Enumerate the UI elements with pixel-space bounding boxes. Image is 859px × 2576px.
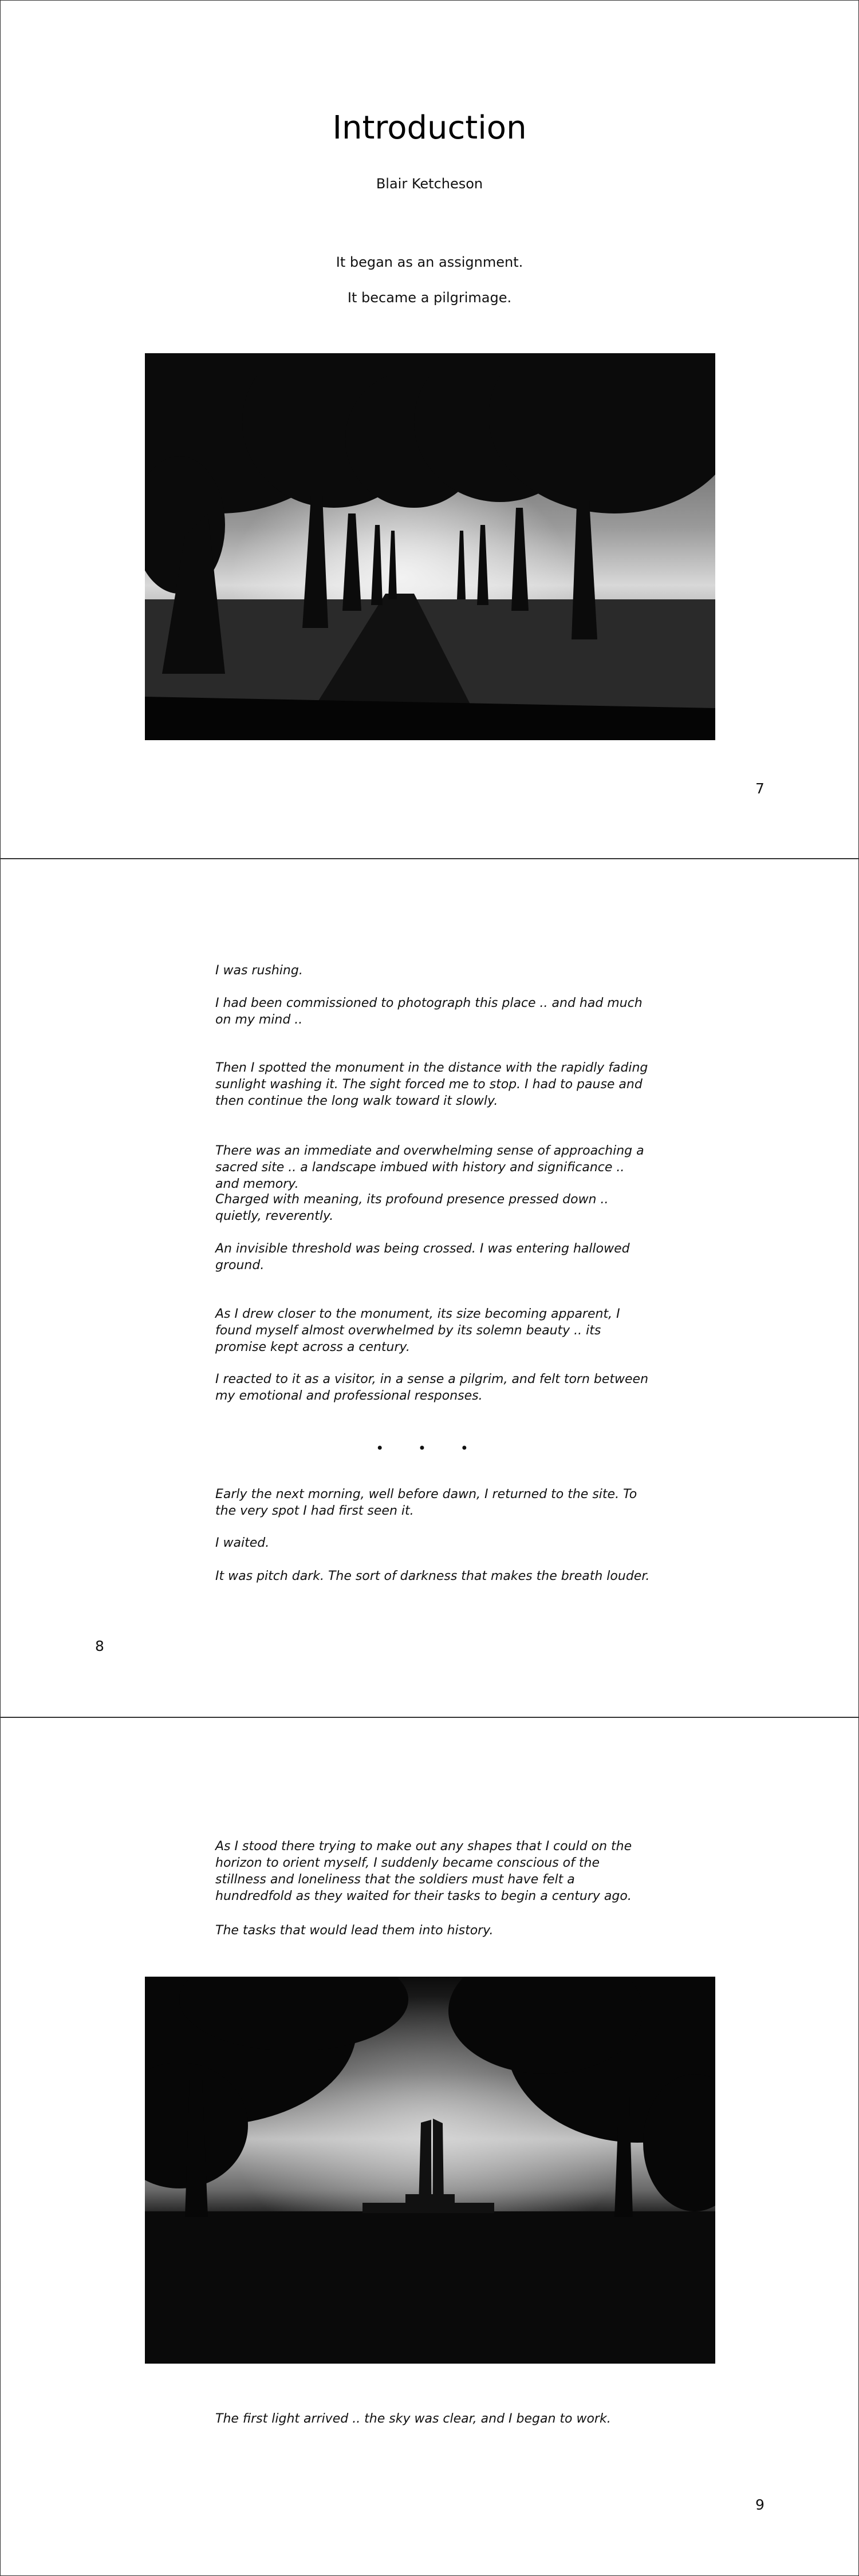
- text-block: [215, 1838, 651, 1905]
- paragraph: I waited.: [215, 1536, 270, 1550]
- text-block: [215, 962, 651, 979]
- monument-dawn-photo: [145, 1977, 715, 2364]
- page-number: 7: [755, 780, 765, 797]
- intro-line-1: It began as an assignment.: [336, 254, 523, 270]
- paragraph: I reacted to it as a visitor, in a sense a pilgrim, and felt torn between my emotional and professional responses.: [215, 1372, 649, 1403]
- section-separator: • • •: [376, 1440, 483, 1456]
- text-block: [215, 1143, 651, 1192]
- paragraph: I had been commissioned to photograph this place .. and had much on my mind ..: [215, 996, 643, 1027]
- text-block: [215, 995, 651, 1028]
- author-name: Blair Ketcheson: [376, 176, 483, 192]
- text-block: [215, 1371, 651, 1404]
- page-title: Introduction: [332, 109, 527, 147]
- caption-text: The first light arrived .. the sky was clear, and I began to work.: [215, 2412, 611, 2426]
- text-block: [215, 1535, 651, 1551]
- page-number: 8: [95, 1638, 104, 1654]
- paragraph: Early the next morning, well before dawn, I returned to the site. To the very spot I had first seen it.: [215, 1487, 637, 1518]
- text-block: [215, 1568, 651, 1585]
- text-block: [215, 1306, 651, 1356]
- text-block: [215, 1060, 651, 1109]
- text-block: [215, 1486, 651, 1519]
- page-7: [0, 0, 859, 859]
- tree-avenue-photo: [145, 353, 715, 740]
- page-9: [0, 1717, 859, 2576]
- paragraph: An invisible threshold was being crossed. I was entering hallowed ground.: [215, 1242, 630, 1273]
- paragraph: Then I spotted the monument in the distance with the rapidly fading sunlight washing it. The sight forced me to stop. I had to pause and then continue the long walk toward it slowly.: [215, 1061, 648, 1108]
- paragraph: As I drew closer to the monument, its size becoming apparent, I found myself almost overwhelmed by its solemn beauty .. its promise kept across a century.: [215, 1307, 620, 1354]
- intro-line-2: It became a pilgrimage.: [347, 290, 512, 306]
- page-8: [0, 859, 859, 1717]
- paragraph: There was an immediate and overwhelming sense of approaching a sacred site .. a landscape imbued with history and significance .. and memory.: [215, 1144, 644, 1191]
- paragraph: The tasks that would lead them into history.: [215, 1923, 494, 1938]
- page-number: 9: [755, 2496, 765, 2513]
- paragraph: Charged with meaning, its profound presence pressed down .. quietly, reverently.: [215, 1192, 609, 1223]
- text-block: [215, 1240, 651, 1274]
- paragraph: As I stood there trying to make out any shapes that I could on the horizon to orient myself, I suddenly became conscious of the stillness and loneliness that the soldiers must have felt a hundredfold as they waited for their tasks to begin a century ago.: [215, 1839, 632, 1903]
- text-block: [215, 1191, 651, 1224]
- paragraph: It was pitch dark. The sort of darkness that makes the breath louder.: [215, 1569, 650, 1583]
- text-block: [215, 1922, 651, 1939]
- photo-caption: [215, 2411, 651, 2427]
- paragraph: I was rushing.: [215, 963, 303, 978]
